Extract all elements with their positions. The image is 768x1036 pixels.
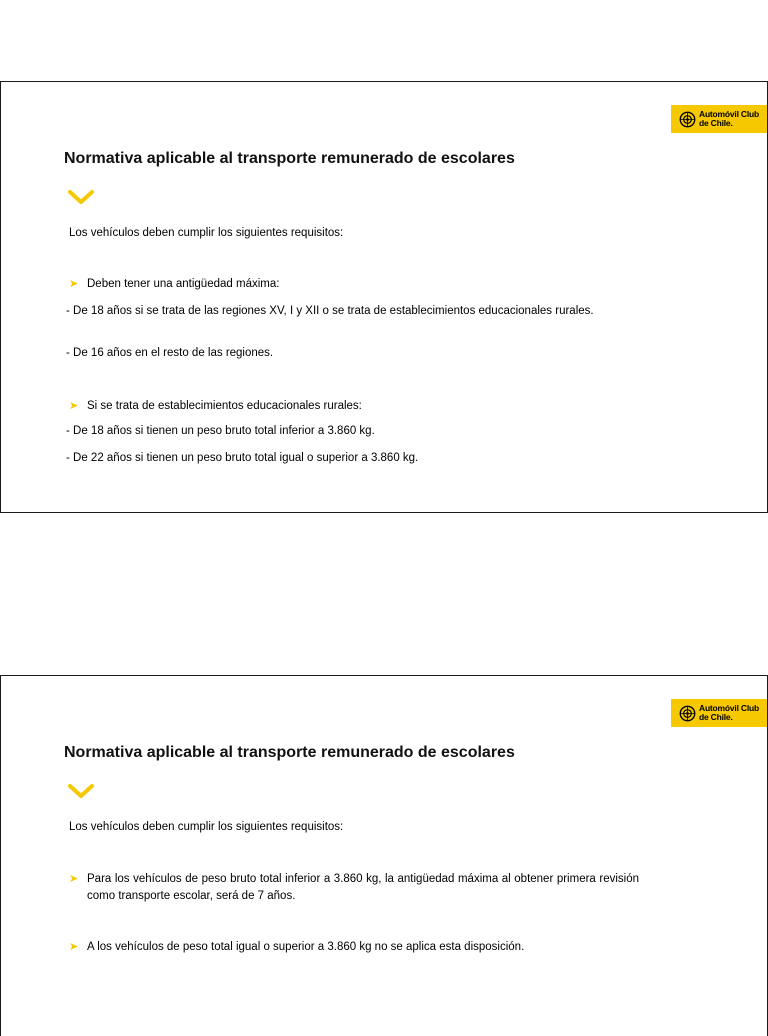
intro-text: Los vehículos deben cumplir los siguientes requisitos:: [69, 821, 344, 833]
requirement-line: - De 18 años si tienen un peso bruto total inferior a 3.860 kg.: [66, 425, 375, 437]
arrow-bullet-icon: ➤: [69, 873, 79, 885]
slide-1: [0, 81, 768, 513]
globe-emblem-icon: [679, 705, 696, 722]
globe-emblem-icon: [679, 111, 696, 128]
bullet-item: [69, 276, 639, 293]
automovil-club-logo: [671, 699, 767, 727]
bullet-text: Para los vehículos de peso bruto total inferior a 3.860 kg, la antigüedad máxima al obtener primera revisión como transporte escolar, será de 7 años.: [87, 873, 639, 902]
logo-text-line1: Automóvil Club: [699, 109, 759, 119]
slide-2: [0, 675, 768, 1036]
arrow-bullet-icon: ➤: [69, 400, 79, 412]
bullet-item: [69, 871, 639, 905]
automovil-club-logo: [671, 105, 767, 133]
requirement-line: - De 22 años si tienen un peso bruto total igual o superior a 3.860 kg.: [66, 452, 419, 464]
bullet-text: Deben tener una antigüedad máxima:: [87, 278, 280, 290]
arrow-bullet-icon: ➤: [69, 278, 79, 290]
bullet-text: A los vehículos de peso total igual o superior a 3.860 kg no se aplica esta disposición.: [87, 941, 525, 953]
chevron-down-icon: [67, 782, 95, 800]
bullet-item: [69, 939, 639, 956]
logo-text-line2: de Chile.: [699, 712, 733, 722]
slide-title: Normativa aplicable al transporte remunerado de escolares: [64, 150, 515, 167]
bullet-text: Si se trata de establecimientos educacionales rurales:: [87, 400, 362, 412]
slide-title: Normativa aplicable al transporte remunerado de escolares: [64, 744, 515, 761]
arrow-bullet-icon: ➤: [69, 941, 79, 953]
requirement-line: - De 18 años si se trata de las regiones XV, I y XII o se trata de establecimientos educacionales rurales.: [66, 305, 594, 317]
logo-text-line1: Automóvil Club: [699, 703, 759, 713]
bullet-item: [69, 398, 639, 415]
chevron-down-icon: [67, 188, 95, 206]
intro-text: Los vehículos deben cumplir los siguientes requisitos:: [69, 227, 344, 239]
requirement-line: - De 16 años en el resto de las regiones.: [66, 347, 274, 359]
logo-text-line2: de Chile.: [699, 118, 733, 128]
